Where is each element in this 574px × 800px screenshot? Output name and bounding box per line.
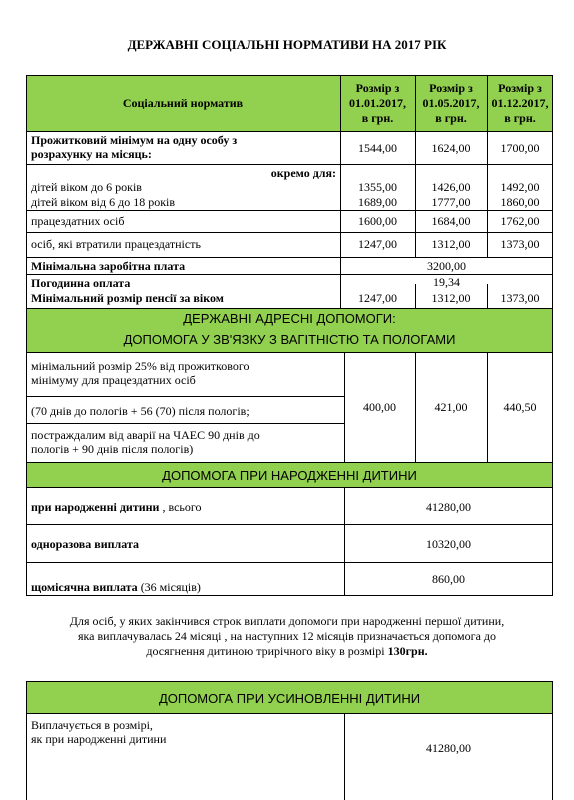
pregnancy-text-3-line1: постраждалим від аварії на ЧАЕС 90 днів до <box>31 428 260 442</box>
adoption-text <box>31 718 341 746</box>
birth-lump-label: одноразова виплата <box>31 537 140 551</box>
value-minpension-jan: 1247,00 <box>358 291 397 305</box>
divider <box>26 488 27 596</box>
value-under6-jan: 1355,00 <box>358 180 397 194</box>
value-minwage: 3200,00 <box>427 259 466 273</box>
value-subsistence-may: 1624,00 <box>431 141 471 155</box>
header-jan-line3: в грн. <box>361 110 394 125</box>
value-adoption: 41280,00 <box>426 741 471 755</box>
divider <box>26 353 27 462</box>
row-hourly-label: Погодинна оплата <box>31 276 131 290</box>
divider <box>344 714 345 800</box>
pregnancy-text-3 <box>31 428 341 456</box>
note-amount: 130грн. <box>387 644 428 658</box>
header-may-line2: 01.05.2017, <box>422 95 480 110</box>
value-ablebodied-may: 1684,00 <box>431 214 471 228</box>
value-minpension-may: 1312,00 <box>431 291 471 305</box>
section-birth: ДОПОМОГА ПРИ НАРОДЖЕННІ ДИТИНИ <box>26 462 553 488</box>
note-line1: Для осіб, у яких закінчився строк виплати допомоги при народженні першої дитини, <box>69 614 505 628</box>
value-birth-lump: 10320,00 <box>426 537 471 551</box>
birth-total-label <box>31 500 341 514</box>
row-subsistence-label-line2: розрахунку на місяць: <box>31 147 152 161</box>
value-under6-may: 1426,00 <box>431 180 471 194</box>
value-6to18-dec: 1860,00 <box>500 195 540 209</box>
divider <box>26 423 344 424</box>
note-line3-text: досягнення дитиною трирічного віку в розмірі <box>146 644 388 658</box>
pregnancy-text-1-line2: мінімуму для працездатних осіб <box>31 373 196 387</box>
birth-total-label-rest: , всього <box>159 500 202 514</box>
divider <box>26 232 553 233</box>
value-ablebodied-jan: 1600,00 <box>358 214 397 228</box>
section-targeted-assistance: ДЕРЖАВНІ АДРЕСНІ ДОПОМОГИ: <box>26 308 553 327</box>
divider <box>26 524 553 525</box>
divider <box>26 562 553 563</box>
row-minwage-label: Мінімальна заробітна плата <box>31 259 186 273</box>
value-pregnancy-dec: 440,50 <box>503 400 537 414</box>
note-line3 <box>20 644 554 659</box>
note-paragraph <box>20 614 554 659</box>
value-disabled-may: 1312,00 <box>431 237 471 251</box>
row-separately-label: окремо для: <box>270 166 336 180</box>
section-adoption: ДОПОМОГА ПРИ УСИНОВЛЕННІ ДИТИНИ <box>26 681 553 714</box>
pregnancy-text-1-line1: мінімальний розмір 25% від прожиткового <box>31 359 250 373</box>
header-dec-line1: Розмір з <box>498 80 542 95</box>
header-col-may <box>415 76 487 130</box>
value-birth-total: 41280,00 <box>426 500 471 514</box>
pregnancy-text-2: (70 днів до пологів + 56 (70) після пологів; <box>31 404 250 418</box>
pregnancy-text-3-line2: пологів + 90 днів після пологів) <box>31 442 194 456</box>
row-minpension-label: Мінімальний розмір пенсії за віком <box>31 291 224 305</box>
row-ablebodied-label: працездатних осіб <box>31 214 125 228</box>
header-col-dec <box>487 76 553 130</box>
adoption-text-line2: як при народженні дитини <box>31 732 167 746</box>
row-6to18-label: дітей віком від 6 до 18 років <box>31 195 176 209</box>
value-pregnancy-jan: 400,00 <box>363 400 396 414</box>
section-pregnancy: ДОПОМОГА У ЗВ'ЯЗКУ З ВАГІТНІСТЮ ТА ПОЛОГАМИ <box>26 326 553 353</box>
divider <box>552 714 553 800</box>
header-may-line3: в грн. <box>435 110 467 125</box>
birth-monthly-label <box>31 580 341 594</box>
value-disabled-dec: 1373,00 <box>500 237 540 251</box>
birth-monthly-label-bold: щомісячна виплата <box>31 580 138 594</box>
value-pregnancy-may: 421,00 <box>434 400 468 414</box>
value-hourly: 19,34 <box>433 275 460 289</box>
divider <box>487 75 488 258</box>
birth-monthly-label-rest: (36 місяців) <box>137 580 201 594</box>
birth-total-label-bold: при народженні дитини <box>31 500 160 514</box>
value-ablebodied-dec: 1762,00 <box>500 214 540 228</box>
row-subsistence-label-line1: Прожитковий мінімум на одну особу з <box>31 133 238 147</box>
value-subsistence-jan: 1544,00 <box>358 141 397 155</box>
header-jan-line2: 01.01.2017, <box>349 95 406 110</box>
divider <box>26 131 553 132</box>
divider <box>415 75 416 258</box>
divider <box>26 210 553 211</box>
header-may-line1: Розмір з <box>429 80 473 95</box>
note-line2: яка виплачувалась 24 місяці , на наступних 12 місяців призначається допомога до <box>78 629 496 643</box>
divider <box>26 257 553 258</box>
row-under6-label: дітей віком до 6 років <box>31 180 142 194</box>
header-dec-line2: 01.12.2017, <box>491 95 549 110</box>
row-disabled-label: осіб, які втратили працездатність <box>31 237 201 251</box>
pregnancy-text-1 <box>31 359 341 387</box>
value-under6-dec: 1492,00 <box>500 180 540 194</box>
divider <box>26 714 27 800</box>
value-6to18-jan: 1689,00 <box>358 195 397 209</box>
row-subsistence-label <box>31 133 336 161</box>
header-col-norm: Соціальний норматив <box>122 96 244 110</box>
page-title: ДЕРЖАВНІ СОЦІАЛЬНІ НОРМАТИВИ НА 2017 РІК <box>127 37 447 52</box>
divider <box>26 75 553 76</box>
divider <box>26 164 553 165</box>
header-dec-line3: в грн. <box>504 110 536 125</box>
value-birth-monthly: 860,00 <box>432 572 465 586</box>
divider <box>26 396 344 397</box>
value-minpension-dec: 1373,00 <box>500 291 540 305</box>
value-disabled-jan: 1247,00 <box>358 237 397 251</box>
header-jan-line1: Розмір з <box>355 80 400 95</box>
value-6to18-may: 1777,00 <box>431 195 471 209</box>
value-subsistence-dec: 1700,00 <box>500 141 540 155</box>
divider <box>26 595 553 596</box>
adoption-text-line1: Виплачується в розмірі, <box>31 718 153 732</box>
header-col-jan <box>340 76 415 130</box>
